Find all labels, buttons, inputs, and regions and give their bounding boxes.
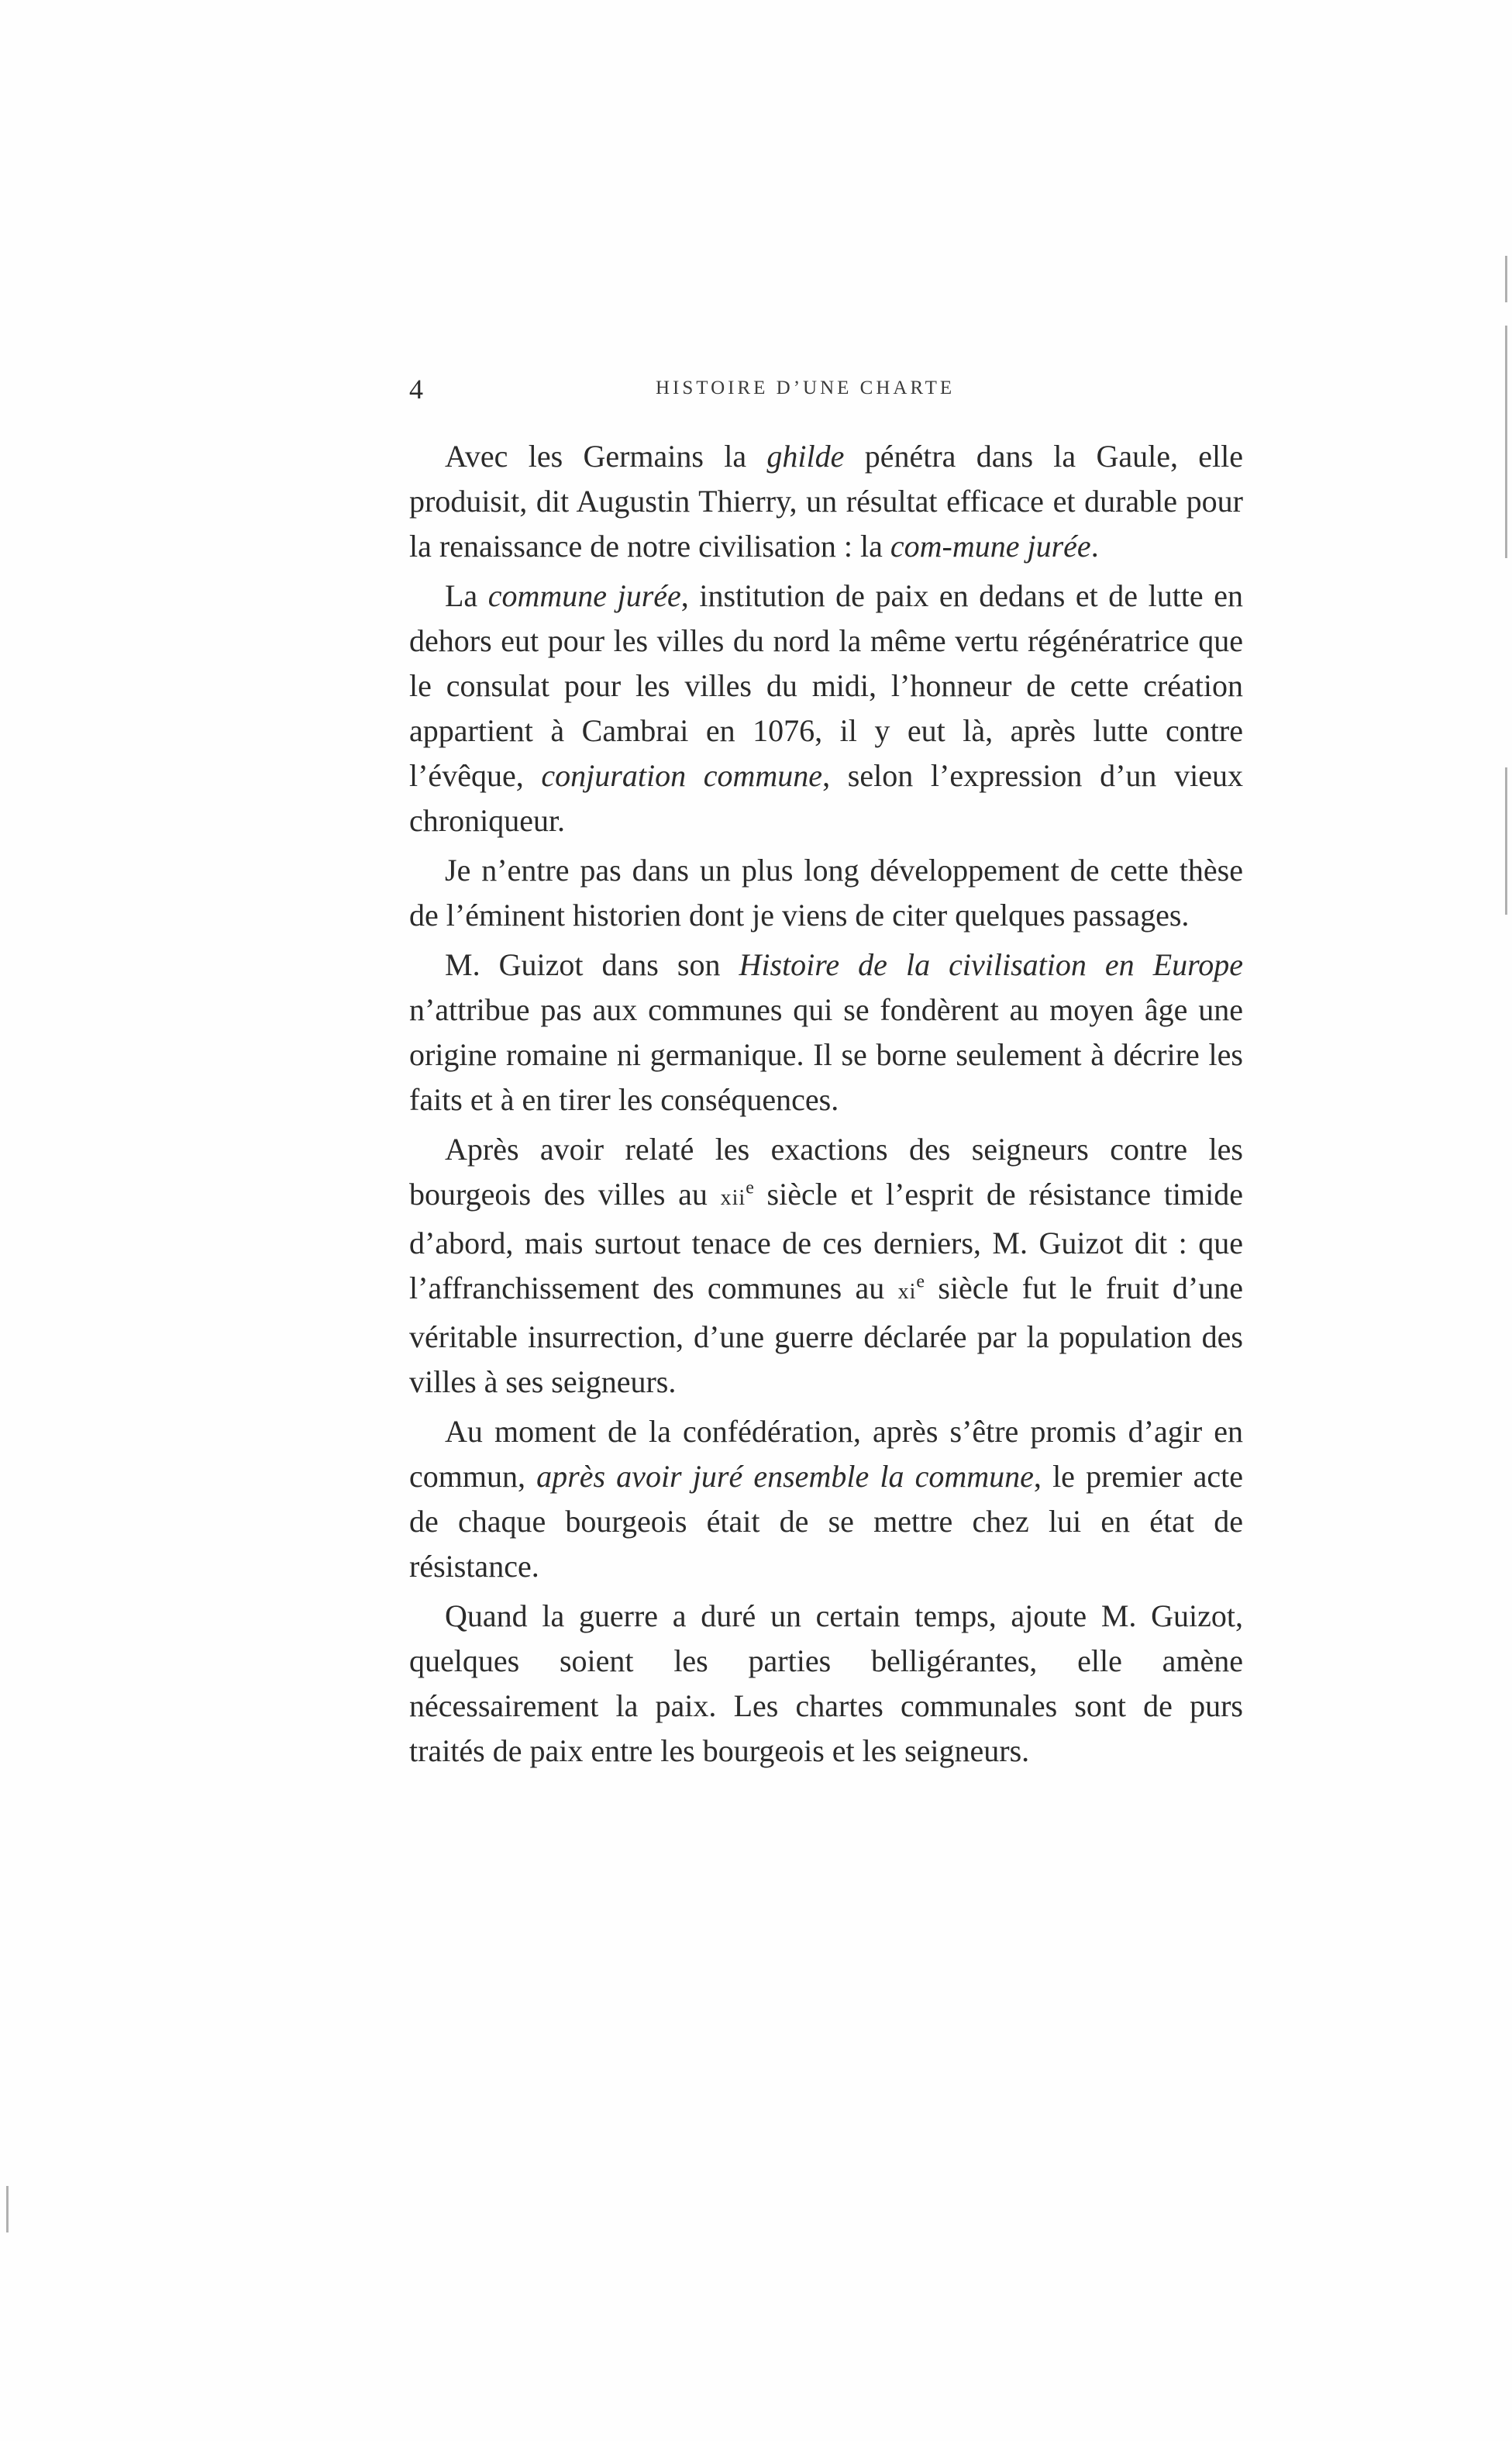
text-run: , institution de paix en dedans et de lutte en dehors eut pour les villes du nord la même vertu régénératrice que le consulat pour les villes du midi, l’honneur de cette création appartient à Cambrai en 1076, il y eut là, après lutte contre l’évêque, [409, 578, 1243, 793]
century-numeral: xi [897, 1280, 917, 1304]
running-title: HISTOIRE D’UNE CHARTE [656, 378, 956, 398]
text-run: La [445, 578, 488, 613]
paragraph-6 [409, 1409, 1243, 1589]
text-run: siècle fut le fruit d’une véritable insurrection, d’une guerre déclarée par la population des villes à ses seigneurs. [409, 1270, 1243, 1399]
italic-text: conjuration commune [541, 758, 823, 793]
paragraph-5 [409, 1127, 1243, 1405]
italic-text: com-mune jurée [890, 529, 1091, 564]
text-run: Quand la guerre a duré un certain temps, ajoute M. Guizot, quelques soient les parties belligérantes, elle amène nécessairement la paix. Les chartes communales sont de purs traités de paix entre les bourgeois et les seigneurs. [409, 1598, 1243, 1768]
text-run: Je n’entre pas dans un plus long développement de cette thèse de l’éminent historien dont je viens de citer quelques passages. [409, 853, 1243, 933]
text-run: Avec les Germains la [445, 439, 767, 474]
paragraph-2 [409, 574, 1243, 843]
superscript: e [746, 1177, 754, 1198]
paragraph-1 [409, 434, 1243, 569]
scan-edge-mark [1505, 767, 1507, 915]
text-run: Au moment de la confédération, après s’être promis d’agir en commun, [409, 1414, 1243, 1494]
paragraph-4 [409, 943, 1243, 1122]
italic-text: ghilde [766, 439, 845, 474]
superscript: e [916, 1271, 925, 1292]
century-numeral: xii [720, 1186, 746, 1210]
paragraph-7 [409, 1594, 1243, 1774]
scan-edge-mark [6, 2186, 9, 2232]
text-run: siècle et l’esprit de résistance timide d’abord, mais surtout tenace de ces derniers, M. Guizot dit : que l’affranchissement des communes au [409, 1177, 1243, 1305]
body-text [409, 434, 1243, 1778]
text-run: M. Guizot dans son [445, 947, 739, 982]
italic-text: après avoir juré ensemble la commune [536, 1459, 1034, 1494]
text-run: Après avoir relaté les exactions des seigneurs contre les bourgeois des villes au [409, 1132, 1243, 1212]
text-run: n’attribue pas aux communes qui se fondèrent au moyen âge une origine romaine ni germanique. Il se borne seulement à décrire les faits et à en tirer les conséquences. [409, 992, 1243, 1117]
page-number: 4 [409, 374, 423, 405]
paragraph-3 [409, 848, 1243, 938]
italic-text: Histoire de la civilisation en Europe [739, 947, 1243, 982]
italic-text: commune jurée [487, 578, 681, 613]
scan-edge-mark [1505, 326, 1507, 558]
page-header [409, 374, 1243, 412]
text-run: , selon l’expression d’un vieux chroniqueur. [409, 758, 1243, 838]
text-run: . [1090, 529, 1099, 564]
text-run: pénétra dans la Gaule, elle produisit, dit Augustin Thierry, un résultat efficace et durable pour la renaissance de notre civilisation : la [409, 439, 1244, 564]
scan-edge-mark [1505, 256, 1507, 302]
text-run: , le premier acte de chaque bourgeois était de se mettre chez lui en état de résistance. [409, 1459, 1243, 1584]
